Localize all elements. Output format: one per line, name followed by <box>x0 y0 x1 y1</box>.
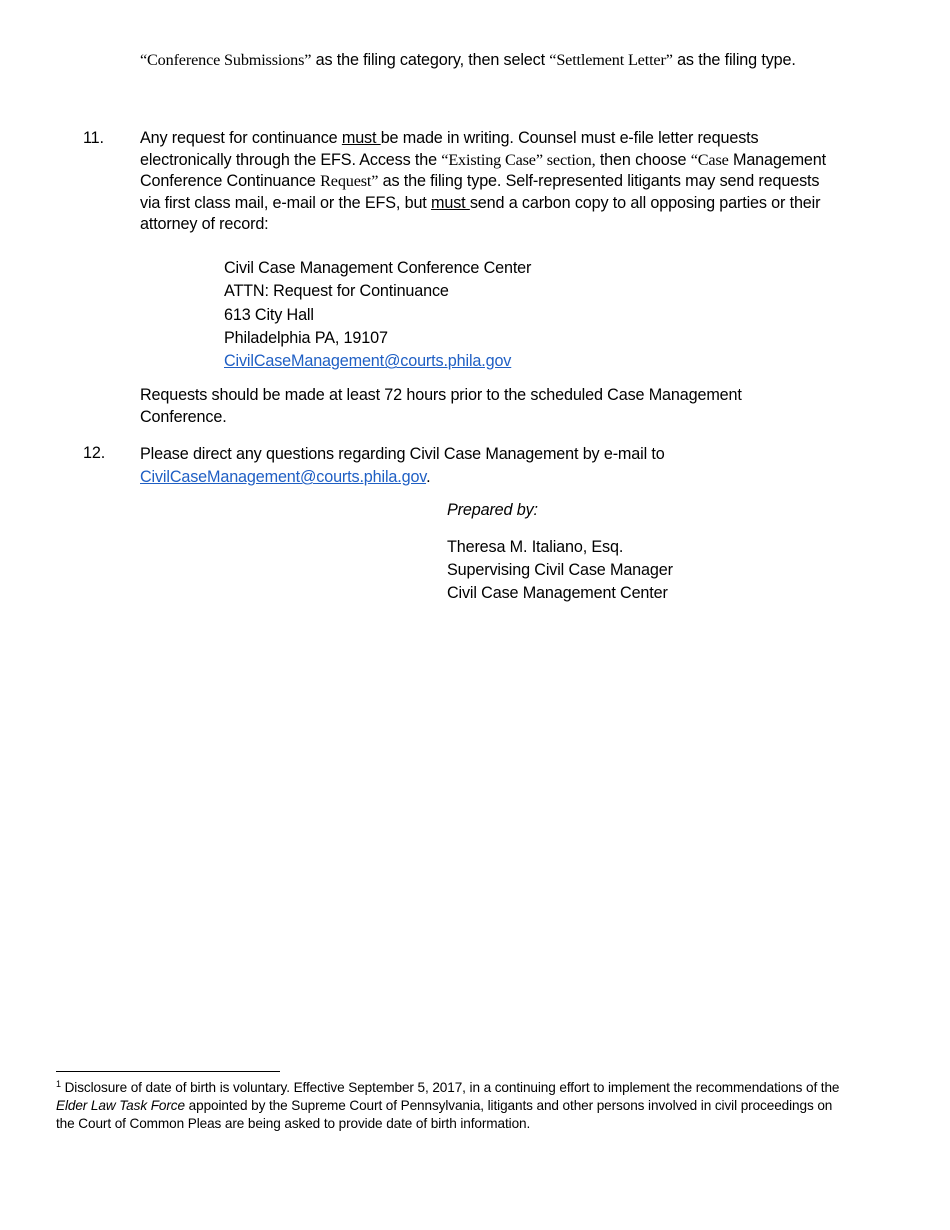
text-segment: as the filing type. <box>672 51 796 69</box>
questions-email-link[interactable]: CivilCaseManagement@courts.phila.gov <box>140 468 427 486</box>
quote-request-close: Request” <box>320 172 379 190</box>
paragraph-12 <box>140 443 840 489</box>
signatory-title: Supervising Civil Case Manager <box>447 560 673 579</box>
text-segment: as the filing category, then select <box>311 51 550 69</box>
footnote <box>56 1079 846 1133</box>
paragraph-10-continuation <box>140 50 840 72</box>
prepared-by-label: Prepared by: <box>447 501 538 519</box>
footnote-italic-title: Elder Law Task Force <box>56 1098 185 1113</box>
mailing-address <box>224 257 531 373</box>
text-segment: Any request for continuance <box>140 129 342 147</box>
emphasis-must: must <box>431 193 470 212</box>
address-email-link[interactable]: CivilCaseManagement@courts.phila.gov <box>224 352 512 371</box>
requests-note: Requests should be made at least 72 hours prior to the scheduled Case Management Conference. <box>140 386 742 426</box>
footnote-text: appointed by the Supreme Court of Pennsylvania, litigants and other persons involved in civil proceedings on the Court of Common Pleas are being asked to provide date of birth information. <box>56 1098 833 1131</box>
paragraph-11-number: 11. <box>83 129 104 147</box>
quote-settlement-letter: “Settlement Letter” <box>549 51 673 69</box>
footnote-text: Disclosure of date of birth is voluntary. Effective September 5, 2017, in a continuing effort to implement the recommendations of the <box>60 1080 840 1095</box>
text-segment: then choose <box>595 150 691 169</box>
quote-conference-submissions: “Conference Submissions” <box>140 51 312 69</box>
address-line-2: ATTN: Request for Continuance <box>224 282 449 301</box>
paragraph-11 <box>140 128 840 236</box>
paragraph-12-number: 12. <box>83 444 106 462</box>
address-line-4: Philadelphia PA, 19107 <box>224 328 388 347</box>
footnote-separator <box>56 1071 280 1072</box>
quote-case-open: “Case <box>690 150 729 169</box>
signatory-office: Civil Case Management Center <box>447 583 668 602</box>
text-segment: . <box>426 468 431 486</box>
emphasis-must: must <box>341 129 381 147</box>
signature-block <box>447 500 673 605</box>
signatory-name: Theresa M. Italiano, Esq. <box>447 537 624 556</box>
text-segment: Management Conference Continuance <box>140 150 826 190</box>
address-line-3: 613 City Hall <box>224 305 314 324</box>
footnote-mark: 1 <box>56 1079 61 1089</box>
quote-existing-case: “Existing Case” section, <box>441 150 596 169</box>
text-segment: send a carbon copy to all opposing parties or their attorney of record: <box>140 193 821 233</box>
address-line-1: Civil Case Management Conference Center <box>224 259 532 277</box>
paragraph-12-text: Please direct any questions regarding Civil Case Management by e-mail to <box>140 445 665 463</box>
text-segment: as the filing type. Self-represented litigants may send requests via first class mail, e-mail or the EFS, but <box>140 172 820 212</box>
text-segment: be made in writing. Counsel must e-file letter requests electronically through the EFS. Access the <box>140 129 759 169</box>
